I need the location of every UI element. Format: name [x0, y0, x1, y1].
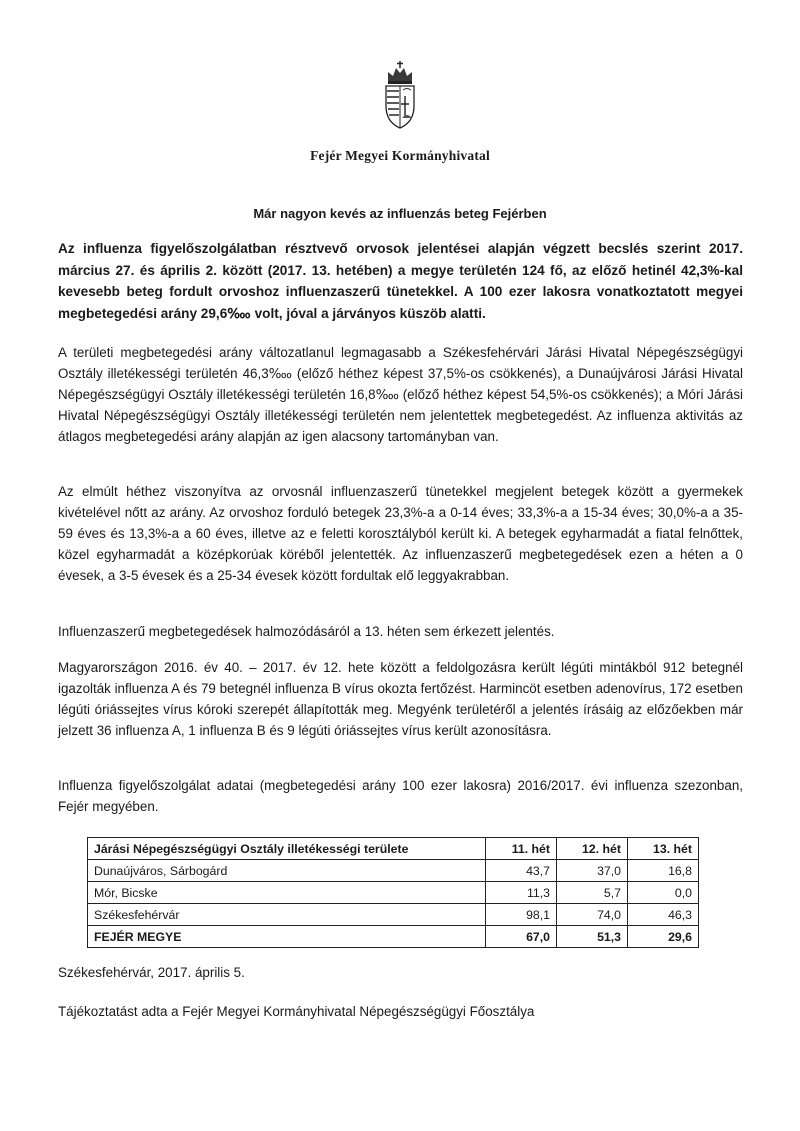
row-value-week-12: 5,7	[557, 882, 628, 904]
row-value-week-12: 74,0	[557, 904, 628, 926]
table-caption: Influenza figyelőszolgálat adatai (megbetegedési arány 100 ezer lakosra) 2016/2017. évi influenza szezonban, Fejér megyében.	[58, 778, 743, 814]
row-value-week-13: 29,6	[628, 926, 699, 948]
row-district: Mór, Bicske	[88, 882, 486, 904]
column-header-week-13: 13. hét	[628, 838, 699, 860]
row-value-week-13: 16,8	[628, 860, 699, 882]
row-value-week-11: 43,7	[486, 860, 557, 882]
table-total-row	[88, 926, 699, 948]
table-row	[88, 860, 699, 882]
column-header-week-11: 11. hét	[486, 838, 557, 860]
row-value-week-11: 98,1	[486, 904, 557, 926]
incidence-table	[87, 837, 699, 948]
row-value-week-12: 51,3	[557, 926, 628, 948]
row-district: Dunaújváros, Sárbogárd	[88, 860, 486, 882]
row-district: Székesfehérvár	[88, 904, 486, 926]
body-paragraph-4: Magyarországon 2016. év 40. – 2017. év 12. hete között a feldolgozásra került légúti mintákból 912 betegnél igazolták influenza A és 79 betegnél influenza B vírus okozta fertőzést. Harmincöt esetben adenovírus, 172 esetben légúti óriássejtes vírus kóroki szerepét állapították meg. Megyénk területéről a jelentés írásáig az előzőekben már jelzett 36 influenza A, 1 influenza B és 9 légúti óriássejtes vírus került azonosításra.	[58, 660, 743, 738]
table-row	[88, 882, 699, 904]
row-value-week-13: 46,3	[628, 904, 699, 926]
row-value-week-11: 67,0	[486, 926, 557, 948]
row-value-week-12: 37,0	[557, 860, 628, 882]
organization-name: Fejér Megyei Kormányhivatal	[310, 148, 490, 163]
issuer-line: Tájékoztatást adta a Fejér Megyei Kormányhivatal Népegészségügyi Főosztálya	[58, 1004, 535, 1019]
row-district: FEJÉR MEGYE	[88, 926, 486, 948]
column-header-week-12: 12. hét	[557, 838, 628, 860]
table-header-row	[88, 838, 699, 860]
body-paragraph-1: A területi megbetegedési arány változatlanul legmagasabb a Székesfehérvári Járási Hivatal Népegészségügyi Osztály illetékességi területén 46,3‱ (előző héthez képest 37,5%-os csökkenés), a Dunaújvárosi Járási Hivatal Népegészségügyi Osztály illetékességi területén 16,8‱ (előző héthez képest 54,5%-os csökkenés); a Móri Járási Hivatal Népegészségügyi Osztály illetékességi területén nem jelentettek megbetegedést. Az influenza aktivitás az átlagos megbetegedési arány alapján az igen alacsony tartományban van.	[58, 345, 743, 444]
body-paragraph-2: Az elmúlt héthez viszonyítva az orvosnál influenzaszerű tünetekkel megjelent betegek között a gyermekek kivételével nőtt az arány. Az orvoshoz forduló betegek 23,3%-a a 0-14 éves; 33,3%-a a 15-34 éves; 30,0%-a a 35-59 éves és 13,3%-a a 60 éves, illetve az e feletti korosztályból került ki. A betegek egyharmadát a fiatal felnőttek, közel egyharmadát a középkorúak köréből jelentették. Az influenzaszerű megbetegedések ezen a héten a 0 évesek, a 3-5 évesek és a 25-34 évesek között fordultak elő leggyakrabban.	[58, 484, 743, 583]
lead-paragraph: Az influenza figyelőszolgálatban résztvevő orvosok jelentései alapján végzett becslés szerint 2017. március 27. és április 2. között (2017. 13. hetében) a megye területén 124 fő, az előző hetinél 42,3%-kal kevesebb beteg fordult orvoshoz influenzaszerű tünetekkel. A 100 ezer lakosra vonatkoztatott megyei megbetegedési arány 29,6‱ volt, jóval a járványos küszöb alatti.	[58, 241, 743, 321]
place-and-date: Székesfehérvár, 2017. április 5.	[58, 965, 245, 980]
row-value-week-11: 11,3	[486, 882, 557, 904]
row-value-week-13: 0,0	[628, 882, 699, 904]
body-paragraph-3: Influenzaszerű megbetegedések halmozódásáról a 13. héten sem érkezett jelentés.	[58, 624, 555, 639]
column-header-district: Járási Népegészségügyi Osztály illetékességi területe	[88, 838, 486, 860]
page-title: Már nagyon kevés az influenzás beteg Fejérben	[253, 206, 547, 221]
table-row	[88, 904, 699, 926]
hungarian-coat-of-arms-icon	[380, 60, 420, 130]
